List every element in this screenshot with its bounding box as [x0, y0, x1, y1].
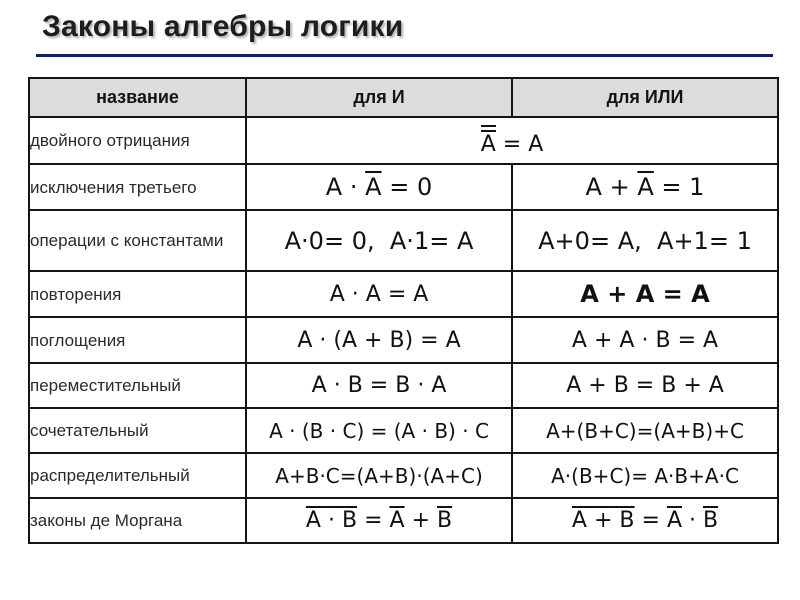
formula-and: A · (B · C) = (A · B) · C	[246, 408, 512, 453]
page-title: Законы алгебры логики	[42, 10, 404, 43]
logic-laws-table	[28, 77, 779, 544]
formula-and: A · B = B · A	[246, 363, 512, 408]
formula-or: $A + \overline{A} = 1$	[512, 164, 778, 210]
formula-or: A+(B+C)=(A+B)+C	[512, 408, 778, 453]
table-row	[29, 317, 778, 363]
law-name: исключения третьего	[29, 164, 246, 210]
table-row	[29, 408, 778, 453]
table-header-row	[29, 78, 778, 117]
table-row	[29, 271, 778, 317]
header-and: для И	[246, 78, 512, 117]
table-row	[29, 164, 778, 210]
law-name: поглощения	[29, 317, 246, 363]
law-name: операции с константами	[29, 210, 246, 271]
formula-and: $A \cdot B = \overline{A} + \overline{B}$	[246, 498, 512, 543]
formula-or: A·(B+C)= A·B+A·C	[512, 453, 778, 498]
table-row	[29, 117, 778, 164]
law-name: двойного отрицания	[29, 117, 246, 164]
title-underline	[36, 54, 773, 57]
law-name: переместительный	[29, 363, 246, 408]
formula-and: A·0= 0, A·1= A	[246, 210, 512, 271]
formula-and: A · A = A	[246, 271, 512, 317]
header-or: для ИЛИ	[512, 78, 778, 117]
law-name: распределительный	[29, 453, 246, 498]
table-row	[29, 453, 778, 498]
formula-and: A · (A + B) = A	[246, 317, 512, 363]
formula-and: $A \cdot \overline{A} = 0$	[246, 164, 512, 210]
table-row	[29, 498, 778, 543]
formula-double-negation: A = A	[246, 117, 778, 164]
formula-or: A + B = B + A	[512, 363, 778, 408]
formula-or: $A + B = \overline{A} \cdot \overline{B}$	[512, 498, 778, 543]
formula-or: A+0= A, A+1= 1	[512, 210, 778, 271]
formula-and: A+B·C=(A+B)·(A+C)	[246, 453, 512, 498]
law-name: сочетательный	[29, 408, 246, 453]
formula-or: A + A = A	[512, 271, 778, 317]
law-name: законы де Моргана	[29, 498, 246, 543]
law-name: повторения	[29, 271, 246, 317]
table-row	[29, 363, 778, 408]
formula-or: A + A · B = A	[512, 317, 778, 363]
header-name: название	[29, 78, 246, 117]
table-row	[29, 210, 778, 271]
